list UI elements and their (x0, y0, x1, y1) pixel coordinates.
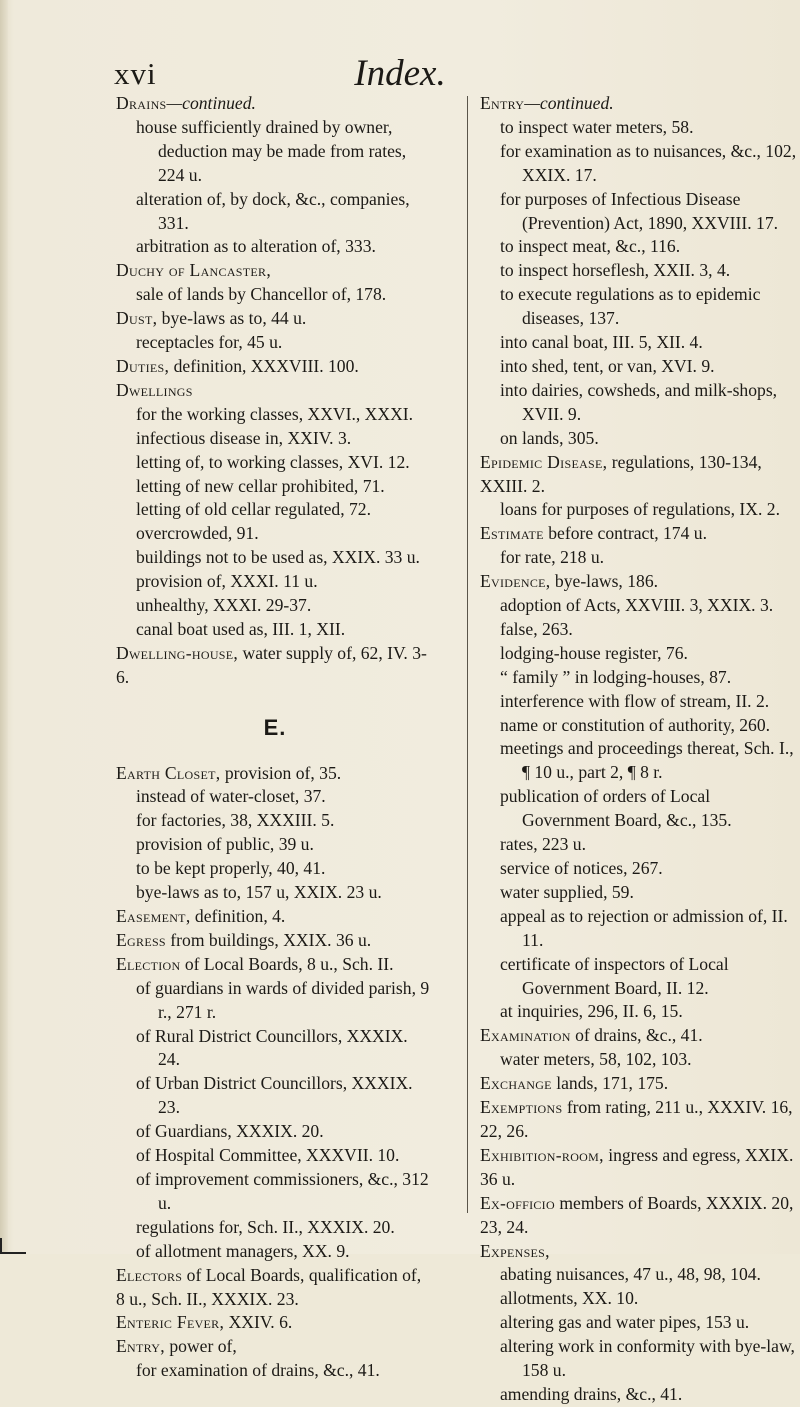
heading-text: from buildings, XXIX. 36 u. (165, 929, 372, 950)
index-subentry: for examination of drains, &c., 41. (136, 1360, 380, 1381)
index-subentry: provision of public, 39 u. (136, 834, 314, 855)
index-heading (480, 1096, 798, 1144)
heading-text: bye-laws, 186. (550, 571, 659, 592)
heading-text: water supply of, 62, IV. 3-6. (116, 642, 427, 687)
index-heading (116, 1311, 434, 1335)
index-subentry: of allotment managers, XX. 9. (136, 1240, 350, 1261)
index-heading (480, 1240, 798, 1264)
heading-term: Entry (480, 93, 525, 113)
index-heading (116, 307, 434, 331)
heading-term: Easement, (116, 906, 191, 926)
heading-term: Duchy of Lancaster, (116, 260, 272, 281)
heading-term: Earth Closet, (116, 762, 221, 783)
heading-term: Epidemic Disease, (480, 451, 608, 472)
index-subentry: at inquiries, 296, II. 6, 15. (500, 1001, 683, 1022)
heading-term: Entry, (116, 1336, 165, 1357)
index-subentry: rates, 223 u. (500, 834, 586, 855)
index-heading (116, 1335, 434, 1359)
heading-term: Dust, (116, 308, 158, 329)
index-subentry: service of notices, 267. (500, 858, 663, 878)
heading-text: ingress and egress, XXIX. 36 u. (480, 1144, 794, 1189)
column-divider (467, 96, 468, 1213)
heading-text: regulations, 130-134, XXIII. 2. (480, 451, 762, 496)
index-subentry: to inspect horseflesh, XXII. 3, 4. (500, 260, 731, 281)
index-heading (116, 953, 434, 977)
index-subentry: unhealthy, XXXI. 29-37. (136, 595, 312, 616)
heading-text: before contract, 174 u. (543, 523, 707, 544)
index-subentry: into canal boat, III. 5, XII. 4. (500, 332, 703, 353)
heading-text: definition, XXXVIII. 100. (169, 355, 359, 376)
corner-mark (0, 1238, 26, 1254)
heading-text: of Local Boards, qualification of, 8 u., Sch. II., XXXIX. 23. (116, 1264, 422, 1309)
index-subentry: of guardians in wards of divided parish, 9 r., 271 r. (136, 977, 430, 1022)
heading-term: Exemptions (480, 1097, 563, 1118)
index-subentry: appeal as to rejection or admission of, II. 11. (500, 905, 788, 950)
page-number: xvi (114, 56, 157, 91)
index-heading (480, 451, 798, 499)
index-subentry: of Hospital Committee, XXXVII. 10. (136, 1145, 400, 1166)
heading-text: from rating, 211 u., XXXIV. 16, 22, 26. (480, 1097, 793, 1141)
index-subentry: buildings not to be used as, XXIX. 33 u. (136, 547, 420, 568)
index-heading (116, 259, 434, 283)
index-subentry: amending drains, &c., 41. (500, 1383, 683, 1404)
index-heading (480, 1072, 798, 1096)
index-subentry: to be kept properly, 40, 41. (136, 858, 326, 879)
heading-term: Ex-officio (480, 1192, 555, 1213)
running-title: Index. (354, 53, 446, 94)
index-subentry: of Urban District Councillors, XXXIX. 23. (136, 1073, 413, 1118)
index-subentry: on lands, 305. (500, 427, 599, 448)
section-letter: E. (263, 714, 287, 740)
index-subentry: altering work in conformity with bye-law, 158 u. (500, 1336, 795, 1381)
heading-text: power of, (164, 1336, 237, 1357)
index-subentry: overcrowded, 91. (136, 523, 259, 544)
index-subentry: to inspect meat, &c., 116. (500, 236, 681, 257)
heading-term: Enteric Fever, (116, 1312, 225, 1333)
index-subentry: of Rural District Councillors, XXXIX. 24. (136, 1025, 408, 1070)
heading-term: Duties, (116, 355, 170, 376)
heading-text: of drains, &c., 41. (570, 1025, 703, 1046)
heading-text: provision of, 35. (220, 762, 342, 783)
heading-term: Exchange (480, 1073, 552, 1094)
index-heading (480, 92, 798, 116)
heading-term: Evidence, (480, 571, 551, 592)
page-gutter (0, 0, 8, 1254)
index-heading (116, 642, 434, 690)
continued-note: —continued. (524, 93, 614, 113)
page-header (0, 42, 800, 92)
index-heading (116, 92, 434, 116)
heading-term: Expenses, (480, 1240, 550, 1261)
index-subentry: house sufficiently drained by owner, deduction may be made from rates, 224 u. (136, 116, 407, 185)
index-heading (116, 1264, 434, 1312)
index-subentry: bye-laws as to, 157 u, XXIX. 23 u. (136, 882, 382, 903)
index-heading (480, 522, 798, 546)
index-heading (480, 1192, 798, 1240)
index-subentry: false, 263. (500, 618, 573, 639)
index-subentry: “ family ” in lodging-houses, 87. (500, 666, 732, 687)
index-column-right (480, 92, 798, 1407)
index-subentry: regulations for, Sch. II., XXXIX. 20. (136, 1216, 395, 1237)
index-heading (480, 1144, 798, 1192)
heading-text: XXIV. 6. (224, 1312, 293, 1333)
heading-term: Drains (116, 93, 167, 113)
index-subentry: sale of lands by Chancellor of, 178. (136, 284, 387, 305)
index-subentry: instead of water-closet, 37. (136, 786, 326, 807)
index-subentry: alteration of, by dock, &c., companies, 331. (136, 188, 410, 233)
index-heading (116, 905, 434, 929)
index-subentry: publication of orders of Local Government Board, &c., 135. (500, 786, 732, 831)
index-heading (480, 1024, 798, 1048)
heading-term: Election (116, 953, 181, 974)
index-subentry: adoption of Acts, XXVIII. 3, XXIX. 3. (500, 595, 774, 616)
index-subentry: abating nuisances, 47 u., 48, 98, 104. (500, 1264, 761, 1285)
heading-text: members of Boards, XXXIX. 20, 23, 24. (480, 1192, 794, 1237)
index-subentry: infectious disease in, XXIV. 3. (136, 427, 352, 448)
heading-text: definition, 4. (190, 906, 286, 926)
index-subentry: lodging-house register, 76. (500, 642, 688, 663)
index-subentry: allotments, XX. 10. (500, 1288, 639, 1309)
index-subentry: receptacles for, 45 u. (136, 332, 283, 353)
index-subentry: arbitration as to alteration of, 333. (136, 236, 376, 257)
index-column-left (116, 92, 434, 1383)
index-subentry: altering gas and water pipes, 153 u. (500, 1312, 750, 1333)
index-subentry: interference with flow of stream, II. 2. (500, 690, 770, 711)
heading-term: Electors (116, 1264, 183, 1285)
heading-term: Examination (480, 1025, 571, 1046)
index-heading (116, 355, 434, 379)
index-heading (116, 929, 434, 953)
index-subentry: provision of, XXXI. 11 u. (136, 571, 318, 592)
heading-text: lands, 171, 175. (551, 1073, 669, 1094)
index-subentry: letting of old cellar regulated, 72. (136, 499, 371, 520)
heading-term: Estimate (480, 523, 544, 544)
index-subentry: for factories, 38, XXXIII. 5. (136, 810, 335, 831)
index-subentry: of Guardians, XXXIX. 20. (136, 1121, 324, 1142)
heading-term: Egress (116, 929, 166, 950)
index-subentry: into shed, tent, or van, XVI. 9. (500, 355, 715, 376)
index-subentry: meetings and proceedings thereat, Sch. I., ¶ 10 u., part 2, ¶ 8 r. (500, 738, 794, 783)
index-subentry: certificate of inspectors of Local Government Board, II. 12. (500, 953, 729, 998)
heading-text: bye-laws as to, 44 u. (157, 308, 307, 329)
index-subentry: for rate, 218 u. (500, 547, 605, 568)
index-subentry: canal boat used as, III. 1, XII. (136, 618, 346, 639)
heading-term: Dwellings (116, 379, 193, 400)
index-subentry: for purposes of Infectious Disease (Prevention) Act, 1890, XXVIII. 17. (500, 188, 779, 233)
index-subentry: to inspect water meters, 58. (500, 116, 694, 137)
index-heading (116, 379, 434, 403)
index-subentry: water supplied, 59. (500, 881, 634, 902)
heading-term: Exhibition-room, (480, 1144, 604, 1165)
index-subentry: water meters, 58, 102, 103. (500, 1049, 692, 1070)
index-subentry: for examination as to nuisances, &c., 102, XXIX. 17. (500, 140, 797, 185)
index-subentry: letting of, to working classes, XVI. 12. (136, 451, 410, 472)
index-subentry: of improvement commissioners, &c., 312 u. (136, 1168, 429, 1213)
continued-note: —continued. (166, 93, 256, 113)
index-heading (480, 570, 798, 594)
index-subentry: name or constitution of authority, 260. (500, 714, 771, 735)
index-subentry: letting of new cellar prohibited, 71. (136, 475, 385, 496)
index-subentry: to execute regulations as to epidemic diseases, 137. (500, 284, 761, 329)
heading-text: of Local Boards, 8 u., Sch. II. (180, 953, 394, 974)
index-subentry: into dairies, cowsheds, and milk-shops, XVII. 9. (500, 379, 778, 424)
index-subentry: for the working classes, XXVI., XXXI. (136, 403, 414, 424)
index-heading (116, 762, 434, 786)
index-subentry: loans for purposes of regulations, IX. 2. (500, 499, 780, 520)
heading-term: Dwelling-house, (116, 642, 239, 663)
